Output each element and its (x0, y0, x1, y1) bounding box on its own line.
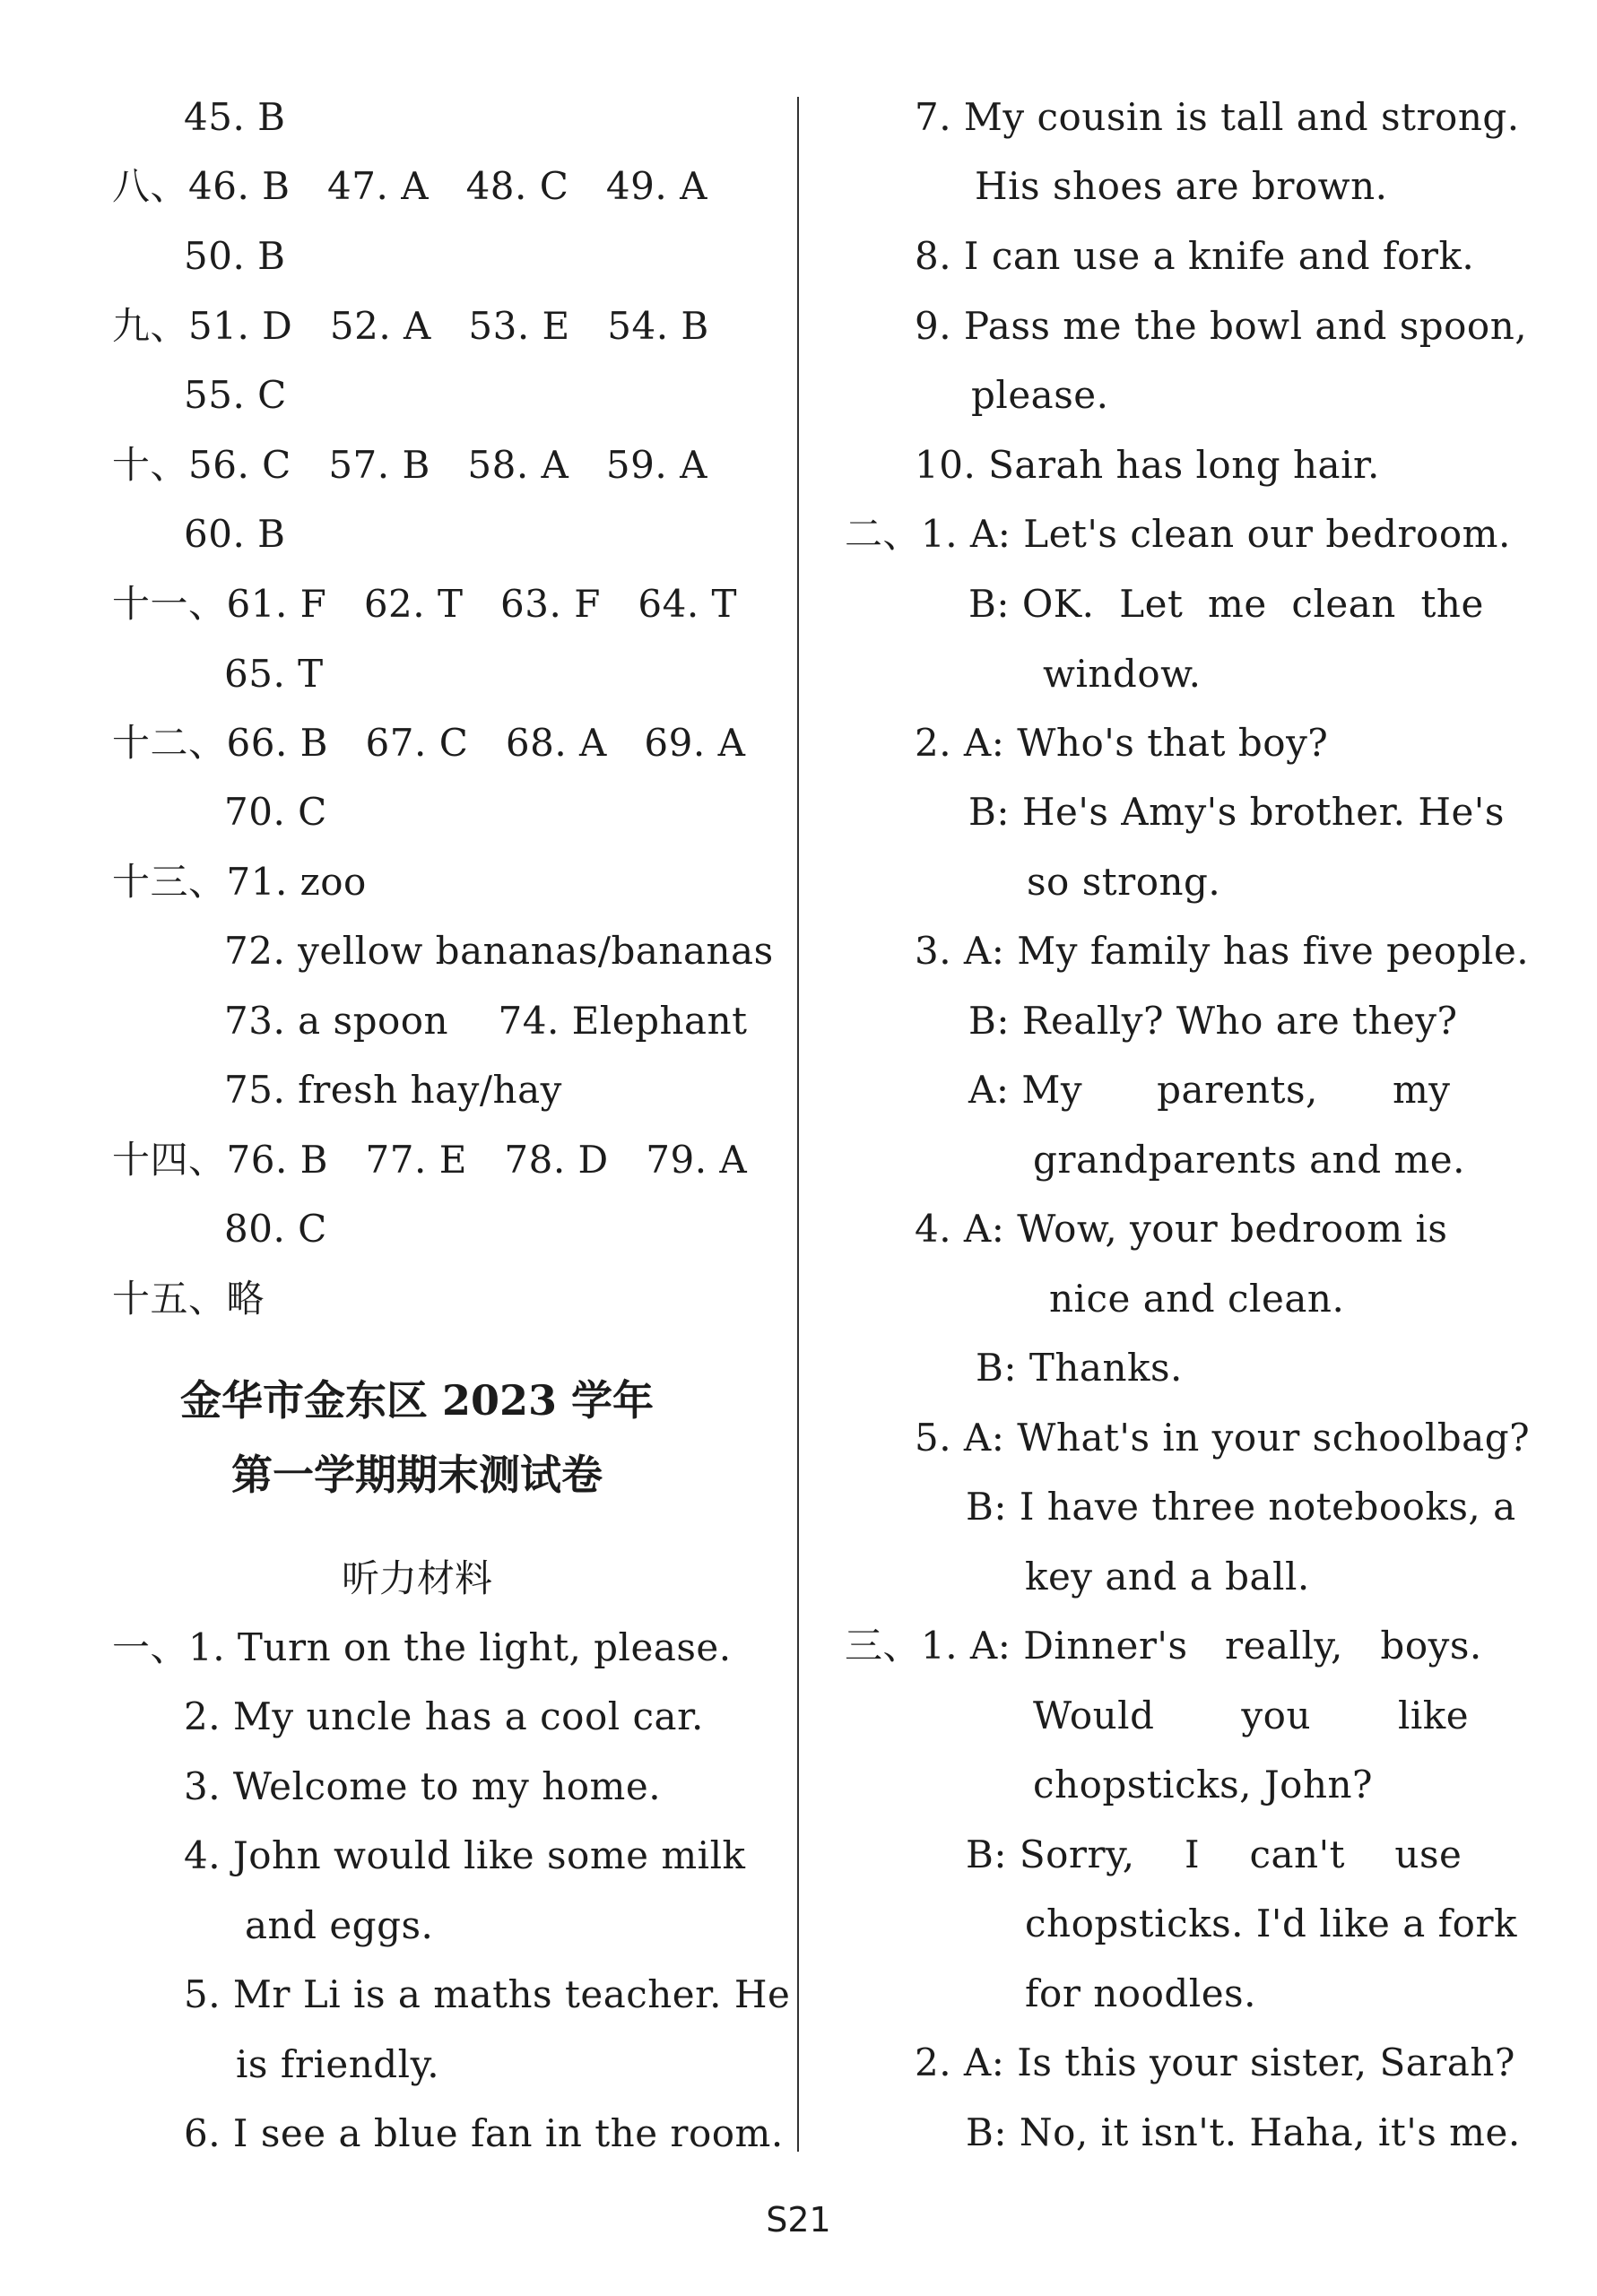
transcript-line: B: I have three notebooks, a (966, 1485, 1516, 1529)
transcript-line: chopsticks, John? (1033, 1763, 1374, 1806)
section-title: 金华市金东区 2023 学年 (179, 1376, 655, 1425)
transcript-line: 3. Welcome to my home. (184, 1764, 662, 1808)
transcript-line: 2. A: Is this your sister, Sarah? (915, 2040, 1515, 2084)
answer-line: 72. yellow bananas/bananas (224, 929, 774, 973)
answer-line: 十一、61. F 62. T 63. F 64. T (112, 582, 738, 626)
transcript-line: chopsticks. I'd like a fork (1025, 1902, 1517, 1945)
transcript-line: 5. Mr Li is a maths teacher. He (184, 1972, 791, 2016)
transcript-line: B: Thanks. (976, 1346, 1183, 1390)
answer-line: 九、51. D 52. A 53. E 54. B (112, 304, 709, 348)
transcript-line: 4. John would like some milk (184, 1833, 746, 1877)
answer-line: 75. fresh hay/hay (224, 1068, 562, 1112)
transcript-line: B: No, it isn't. Haha, it's me. (966, 2110, 1521, 2154)
answer-line: 十四、76. B 77. E 78. D 79. A (112, 1138, 748, 1182)
transcript-line: B: He's Amy's brother. He's (968, 790, 1505, 834)
transcript-line: so strong. (1027, 860, 1221, 904)
transcript-line: 8. I can use a knife and fork. (915, 234, 1475, 278)
transcript-line: 一、1. Turn on the light, please. (112, 1625, 732, 1669)
answer-line: 八、46. B 47. A 48. C 49. A (112, 164, 707, 208)
transcript-line: 2. A: Who's that boy? (915, 721, 1329, 765)
transcript-line: 10. Sarah has long hair. (915, 443, 1380, 487)
transcript-line: window. (1043, 652, 1202, 696)
answer-line: 45. B (184, 95, 286, 139)
transcript-line: His shoes are brown. (975, 164, 1388, 208)
transcript-line: nice and clean. (1049, 1277, 1345, 1321)
transcript-line: 7. My cousin is tall and strong. (915, 95, 1520, 139)
section-subtitle: 听力材料 (341, 1556, 492, 1600)
answer-line: 70. C (224, 790, 327, 834)
transcript-line: 3. A: My family has five people. (915, 929, 1530, 973)
column-divider (797, 97, 799, 2152)
transcript-line: please. (971, 373, 1109, 417)
transcript-line: key and a ball. (1025, 1555, 1310, 1599)
transcript-line: B: Really? Who are they? (968, 999, 1458, 1043)
transcript-line: is friendly. (236, 2042, 440, 2086)
answer-line: 55. C (184, 373, 287, 417)
answer-line: 60. B (184, 512, 286, 556)
transcript-line: A: My parents, my (968, 1068, 1451, 1112)
transcript-line: Would you like (1033, 1694, 1470, 1737)
transcript-line: 二、1. A: Let's clean our bedroom. (845, 512, 1511, 556)
section-title: 第一学期期末测试卷 (231, 1451, 603, 1499)
transcript-line: for noodles. (1025, 1971, 1256, 2015)
transcript-line: B: OK. Let me clean the (968, 582, 1484, 626)
answer-line: 十三、71. zoo (112, 860, 367, 904)
transcript-line: B: Sorry, I can't use (966, 1832, 1462, 1876)
page-number: S21 (766, 2200, 831, 2240)
transcript-line: 4. A: Wow, your bedroom is (915, 1207, 1448, 1251)
transcript-line: 9. Pass me the bowl and spoon, (915, 304, 1528, 348)
answer-line: 十二、66. B 67. C 68. A 69. A (112, 721, 746, 765)
answer-line: 十、56. C 57. B 58. A 59. A (112, 443, 707, 487)
transcript-line: grandparents and me. (1033, 1138, 1465, 1182)
answer-line: 65. T (224, 652, 324, 696)
transcript-line: and eggs. (245, 1903, 434, 1947)
transcript-line: 5. A: What's in your schoolbag? (915, 1416, 1531, 1460)
answer-line: 十五、略 (112, 1277, 265, 1321)
answer-line: 50. B (184, 234, 286, 278)
transcript-line: 6. I see a blue fan in the room. (184, 2111, 784, 2155)
transcript-line: 2. My uncle has a cool car. (184, 1694, 704, 1738)
answer-line: 73. a spoon 74. Elephant (224, 999, 748, 1043)
answer-line: 80. C (224, 1207, 327, 1251)
transcript-line: 三、1. A: Dinner's really, boys. (845, 1624, 1482, 1668)
